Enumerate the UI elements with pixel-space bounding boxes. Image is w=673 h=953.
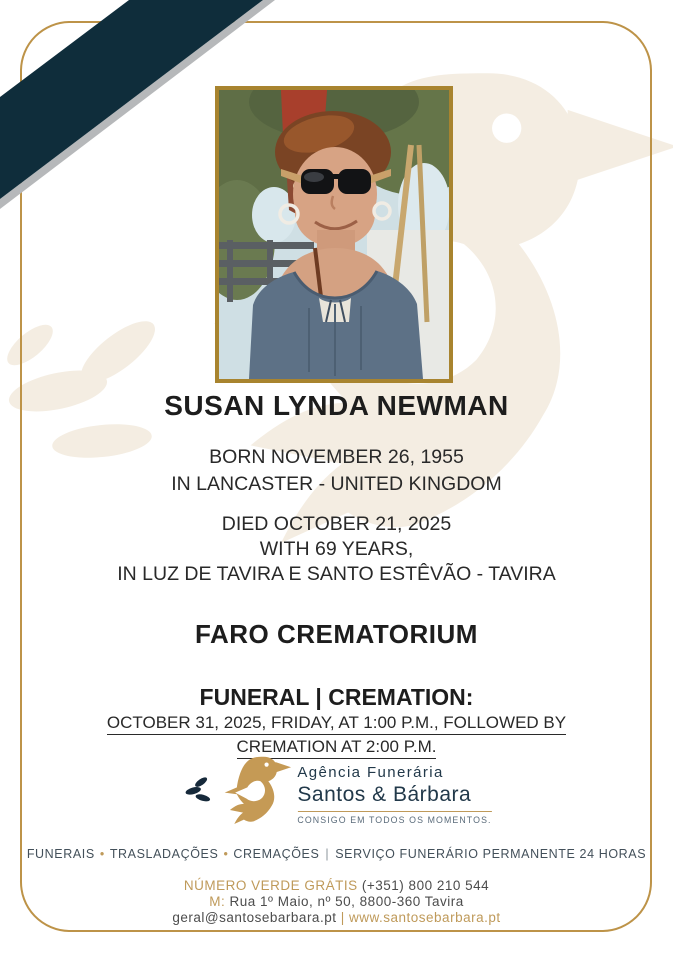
address-text: Rua 1º Maio, nº 50, 8800-360 Tavira bbox=[229, 894, 464, 909]
agency-name: Santos & Bárbara bbox=[297, 783, 472, 806]
pipe-separator: | bbox=[340, 910, 345, 925]
death-age-line: WITH 69 YEARS, bbox=[259, 538, 414, 560]
address-label: M: bbox=[209, 894, 226, 909]
agency-type-label: Agência Funerária bbox=[297, 764, 444, 781]
pipe-separator: | bbox=[325, 847, 330, 861]
phone-label: NÚMERO VERDE GRÁTIS bbox=[183, 878, 358, 893]
website-link[interactable]: www.santosebarbara.pt bbox=[349, 910, 501, 925]
death-place-line: IN LUZ DE TAVIRA E SANTO ESTÊVÃO - TAVIRA bbox=[117, 563, 556, 585]
service-item: TRASLADAÇÕES bbox=[109, 847, 219, 861]
ceremony-heading: FUNERAL | CREMATION: bbox=[199, 684, 474, 710]
venue-name: FARO CREMATORIUM bbox=[195, 619, 478, 649]
email-link[interactable]: geral@santosebarbara.pt bbox=[172, 910, 337, 925]
service-item: CREMAÇÕES bbox=[233, 847, 320, 861]
service-item: SERVIÇO FUNERÁRIO PERMANENTE 24 HORAS bbox=[335, 847, 647, 861]
birth-place-line: IN LANCASTER - UNITED KINGDOM bbox=[171, 473, 502, 495]
phone-number: (+351) 800 210 544 bbox=[361, 878, 490, 893]
death-date-line: DIED OCTOBER 21, 2025 bbox=[221, 513, 452, 535]
agency-tagline: CONSIGO EM TODOS OS MOMENTOS. bbox=[297, 815, 492, 825]
ceremony-line-1: OCTOBER 31, 2025, FRIDAY, AT 1:00 P.M., FOLLOWED BY bbox=[107, 713, 566, 735]
deceased-name: SUSAN LYNDA NEWMAN bbox=[164, 390, 509, 421]
bullet-separator: • bbox=[99, 847, 105, 861]
ceremony-line-2: CREMATION AT 2:00 P.M. bbox=[237, 737, 437, 759]
bullet-separator: • bbox=[223, 847, 229, 861]
birth-date-line: BORN NOVEMBER 26, 1955 bbox=[209, 446, 464, 468]
service-item: FUNERAIS bbox=[26, 847, 95, 861]
